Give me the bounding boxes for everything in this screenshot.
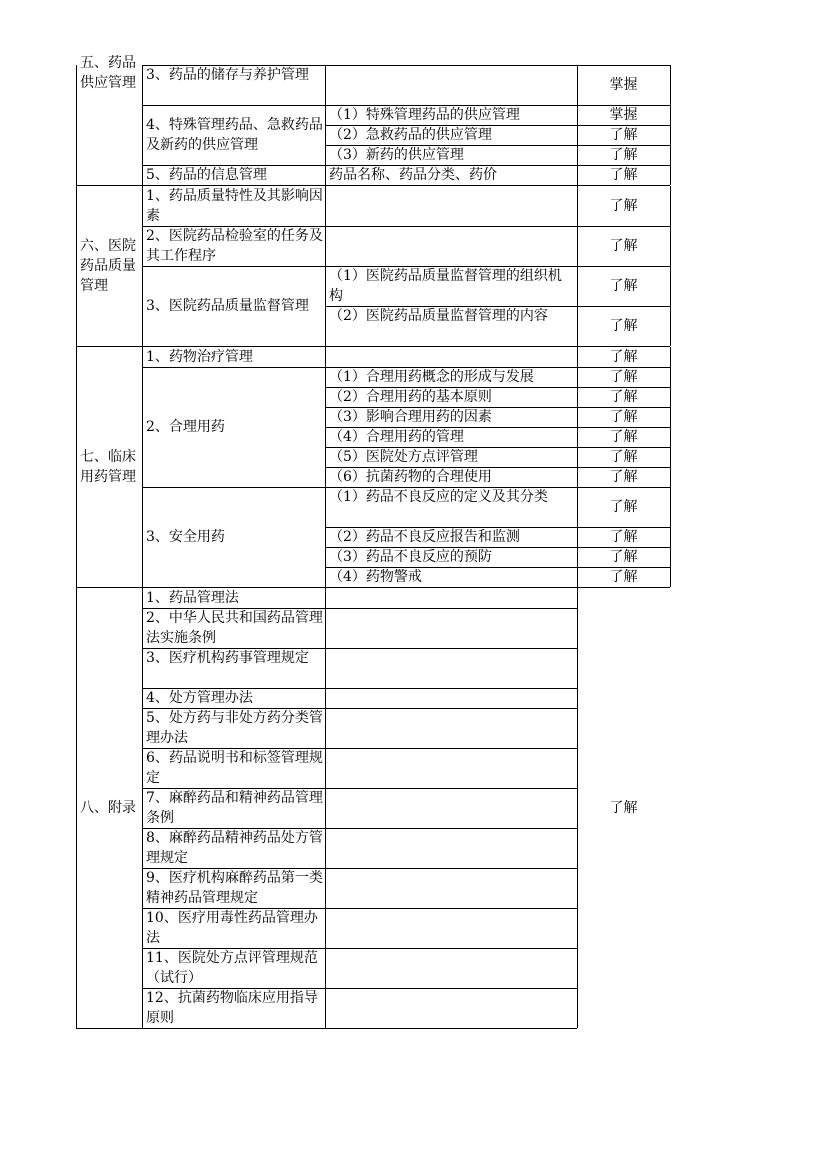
grid-line (325, 407, 670, 408)
appendix-item (142, 908, 325, 948)
topic-cell-text: 1、药物治疗管理 (146, 349, 253, 365)
grid-line (142, 165, 325, 166)
topic-cell-text: 3、医院药品质量监督管理 (146, 298, 309, 314)
subtopic-cell (325, 105, 577, 125)
appendix-level-cell-text: 了解 (609, 800, 638, 816)
level-cell (577, 567, 670, 587)
level-cell-text: 了解 (609, 198, 638, 214)
topic-cell (142, 487, 325, 587)
level-cell-text: 了解 (609, 318, 638, 334)
subtopic-cell-text: （4）药物警戒 (329, 569, 422, 585)
subtopic-cell (325, 487, 577, 527)
grid-line (325, 467, 670, 468)
grid-line (142, 708, 577, 709)
level-cell (577, 306, 670, 346)
subtopic-cell-text: （5）医院处方点评管理 (329, 449, 478, 465)
section-title (76, 347, 142, 587)
subtopic-cell (325, 125, 577, 145)
level-cell (577, 527, 670, 547)
appendix-item-text: 8、麻醉药品精神药品处方管理规定 (146, 830, 323, 866)
grid-line (142, 347, 143, 587)
grid-line (76, 185, 670, 186)
grid-line (670, 186, 671, 346)
grid-line (325, 427, 670, 428)
grid-line (325, 145, 670, 146)
grid-line (76, 587, 670, 588)
topic-cell-text: 4、特殊管理药品、急救药品及新药的供应管理 (146, 117, 323, 153)
level-cell-text: 了解 (609, 409, 638, 425)
appendix-item-text: 7、麻醉药品和精神药品管理条例 (146, 790, 323, 826)
topic-cell (142, 186, 325, 226)
topic-cell-text: 3、安全用药 (146, 529, 225, 545)
level-cell-text: 了解 (609, 529, 638, 545)
grid-line (76, 346, 670, 347)
grid-line (76, 347, 77, 587)
subtopic-cell-text: （1）合理用药概念的形成与发展 (329, 369, 534, 385)
subtopic-cell-text: （6）抗菌药物的合理使用 (329, 469, 492, 485)
appendix-item (142, 868, 325, 908)
grid-line (325, 588, 326, 1028)
level-cell (577, 165, 670, 185)
subtopic-cell-text: 药品名称、药品分类、药价 (329, 167, 497, 183)
topic-cell (142, 65, 325, 105)
level-cell (577, 447, 670, 467)
grid-line (76, 65, 77, 185)
level-cell-text: 了解 (609, 278, 638, 294)
grid-line (325, 306, 670, 307)
subtopic-cell-text: （4）合理用药的管理 (329, 429, 464, 445)
grid-line (325, 387, 670, 388)
section-title-text: 五、药品供应管理 (80, 55, 136, 91)
appendix-item-text: 6、药品说明书和标签管理规定 (146, 750, 323, 786)
grid-line (142, 367, 325, 368)
grid-line (142, 788, 577, 789)
level-cell-text: 掌握 (609, 107, 638, 123)
grid-line (142, 608, 577, 609)
topic-cell-text: 1、药品质量特性及其影响因素 (146, 188, 323, 224)
topic-cell-text: 2、合理用药 (146, 419, 225, 435)
level-cell-text: 了解 (609, 499, 638, 515)
grid-line (142, 186, 143, 346)
grid-line (142, 828, 577, 829)
level-cell-text: 了解 (609, 369, 638, 385)
subtopic-cell (325, 567, 577, 587)
grid-line (577, 65, 578, 185)
grid-line (325, 226, 670, 227)
grid-line (142, 65, 143, 185)
grid-line (325, 447, 670, 448)
section-title (76, 186, 142, 346)
section-title (76, 55, 142, 185)
grid-line (142, 908, 577, 909)
topic-cell (142, 347, 325, 367)
level-cell (577, 367, 670, 387)
level-cell (577, 145, 670, 165)
appendix-item-text: 11、医院处方点评管理规范（试行） (146, 950, 318, 986)
level-cell (577, 547, 670, 567)
subtopic-cell (325, 165, 577, 185)
level-cell (577, 427, 670, 447)
section-title (76, 588, 142, 1028)
topic-cell-text: 5、药品的信息管理 (146, 167, 267, 183)
grid-line (76, 588, 77, 1028)
subtopic-cell (325, 447, 577, 467)
grid-line (142, 588, 143, 1028)
grid-line (142, 487, 325, 488)
grid-line (325, 367, 670, 368)
topic-cell (142, 367, 325, 487)
topic-cell-text: 3、药品的储存与养护管理 (146, 67, 309, 83)
level-cell-text: 了解 (609, 429, 638, 445)
grid-line (325, 567, 670, 568)
subtopic-cell (325, 547, 577, 567)
grid-line (325, 105, 670, 106)
grid-line (670, 65, 671, 185)
grid-line (325, 266, 670, 267)
appendix-item-text: 9、医疗机构麻醉药品第一类精神药品管理规定 (146, 870, 323, 906)
subtopic-cell (325, 367, 577, 387)
level-cell-text: 了解 (609, 167, 638, 183)
appendix-item (142, 828, 325, 868)
level-cell (577, 105, 670, 125)
grid-line (325, 547, 670, 548)
level-cell-text: 了解 (609, 349, 638, 365)
level-cell-text: 了解 (609, 147, 638, 163)
section-title-text: 七、临床用药管理 (80, 449, 136, 485)
appendix-item-text: 2、中华人民共和国药品管理法实施条例 (146, 610, 323, 646)
appendix-item (142, 708, 325, 748)
grid-line (325, 65, 326, 185)
subtopic-cell-text: （2）急救药品的供应管理 (329, 127, 492, 143)
subtopic-cell (325, 427, 577, 447)
grid-line (577, 588, 578, 1028)
topic-cell (142, 105, 325, 165)
level-cell (577, 65, 670, 105)
appendix-item (142, 588, 325, 608)
level-cell (577, 186, 670, 226)
appendix-item-text: 5、处方药与非处方药分类管理办法 (146, 710, 323, 746)
grid-line (670, 347, 671, 587)
subtopic-cell-text: （2）药品不良反应报告和监测 (329, 529, 520, 545)
subtopic-cell-text: （1）医院药品质量监督管理的组织机构 (329, 268, 562, 304)
subtopic-cell-text: （3）影响合理用药的因素 (329, 409, 492, 425)
appendix-item (142, 948, 325, 988)
grid-line (142, 65, 670, 66)
level-cell-text: 了解 (609, 569, 638, 585)
appendix-item-text: 4、处方管理办法 (146, 690, 253, 706)
appendix-item-text: 10、医疗用毒性药品管理办法 (146, 910, 318, 946)
grid-line (577, 186, 578, 346)
appendix-item (142, 688, 325, 708)
level-cell (577, 487, 670, 527)
grid-line (142, 948, 577, 949)
subtopic-cell-text: （3）药品不良反应的预防 (329, 549, 492, 565)
appendix-item-text: 3、医疗机构药事管理规定 (146, 650, 309, 666)
grid-line (325, 487, 670, 488)
level-cell (577, 125, 670, 145)
topic-cell (142, 165, 325, 185)
section-title-text: 八、附录 (80, 800, 136, 816)
grid-line (325, 527, 670, 528)
subtopic-cell (325, 467, 577, 487)
grid-line (142, 226, 325, 227)
subtopic-cell-text: （1）特殊管理药品的供应管理 (329, 107, 520, 123)
appendix-item-text: 12、抗菌药物临床应用指导原则 (146, 990, 318, 1026)
level-cell (577, 347, 670, 367)
subtopic-cell (325, 306, 577, 346)
level-cell-text: 了解 (609, 238, 638, 254)
section-title-text: 六、医院药品质量管理 (80, 238, 136, 294)
topic-cell (142, 266, 325, 346)
grid-line (325, 165, 670, 166)
level-cell-text: 掌握 (609, 77, 638, 93)
level-cell (577, 266, 670, 306)
level-cell (577, 226, 670, 266)
level-cell (577, 467, 670, 487)
grid-line (76, 1028, 577, 1029)
subtopic-cell-text: （2）医院药品质量监督管理的内容 (329, 308, 548, 324)
subtopic-cell-text: （2）合理用药的基本原则 (329, 389, 492, 405)
subtopic-cell (325, 407, 577, 427)
appendix-level-cell (577, 588, 670, 1028)
level-cell-text: 了解 (609, 127, 638, 143)
level-cell-text: 了解 (609, 469, 638, 485)
grid-line (142, 648, 577, 649)
appendix-item (142, 608, 325, 648)
grid-line (142, 688, 577, 689)
level-cell (577, 407, 670, 427)
grid-line (325, 186, 326, 346)
grid-line (325, 347, 326, 587)
subtopic-cell (325, 527, 577, 547)
grid-line (577, 347, 578, 587)
grid-line (76, 186, 77, 346)
subtopic-cell-text: （3）新药的供应管理 (329, 147, 464, 163)
grid-line (142, 266, 325, 267)
subtopic-cell (325, 266, 577, 306)
appendix-item (142, 648, 325, 688)
level-cell-text: 了解 (609, 549, 638, 565)
level-cell-text: 了解 (609, 449, 638, 465)
grid-line (142, 988, 577, 989)
appendix-item (142, 988, 325, 1028)
appendix-item (142, 788, 325, 828)
grid-line (142, 868, 577, 869)
grid-line (142, 105, 325, 106)
level-cell (577, 387, 670, 407)
appendix-item (142, 748, 325, 788)
subtopic-cell (325, 145, 577, 165)
subtopic-cell-text: （1）药品不良反应的定义及其分类 (329, 489, 548, 505)
subtopic-cell (325, 387, 577, 407)
grid-line (325, 125, 670, 126)
appendix-item-text: 1、药品管理法 (146, 590, 239, 606)
grid-line (142, 748, 577, 749)
level-cell-text: 了解 (609, 389, 638, 405)
topic-cell-text: 2、医院药品检验室的任务及其工作程序 (146, 228, 323, 264)
topic-cell (142, 226, 325, 266)
